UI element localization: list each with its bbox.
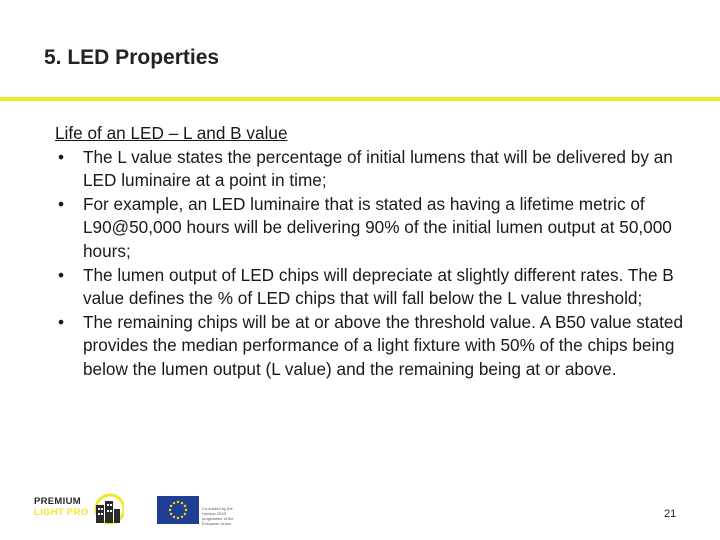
slide-body [55, 122, 695, 382]
eu-star-icon [170, 505, 172, 507]
eu-star-icon [170, 513, 172, 515]
bullet-list [55, 146, 695, 382]
bullet-text: The lumen output of LED chips will depreciate at slightly different rates. The B value defines the % of LED chips that will fall below the L value threshold; [83, 264, 674, 309]
title-divider [0, 97, 720, 101]
slide-title: 5. LED Properties [44, 46, 220, 69]
eu-star-icon [181, 502, 183, 504]
eu-star-icon [173, 516, 175, 518]
eu-star-icon [185, 509, 187, 511]
list-item [55, 146, 695, 193]
bullet-text: For example, an LED luminaire that is stated as having a lifetime metric of L90@50,000 hours will be delivering 90% of the initial lumen output at 50,000 hours; [83, 193, 672, 261]
eu-caption: Co-funded by the Horizon 2020 programme of the European Union [202, 506, 234, 526]
eu-star-icon [184, 513, 186, 515]
list-item [55, 264, 695, 311]
bullet-icon: • [58, 311, 65, 332]
eu-funding-logo [157, 496, 235, 526]
bullet-icon: • [58, 193, 65, 214]
building-icon [90, 491, 124, 525]
logo-line2: LIGHT PRO [34, 507, 89, 518]
logo-line1: PREMIUM [34, 496, 81, 507]
bullet-text: The L value states the percentage of initial lumens that will be delivered by an LED luminaire at a point in time; [83, 146, 673, 191]
eu-star-icon [177, 501, 179, 503]
list-item [55, 193, 695, 264]
bullet-icon: • [58, 264, 65, 285]
list-item [55, 311, 695, 382]
eu-star-icon [181, 516, 183, 518]
eu-star-icon [173, 502, 175, 504]
eu-star-icon [177, 517, 179, 519]
eu-star-icon [184, 505, 186, 507]
bullet-icon: • [58, 146, 65, 167]
page-number: 21 [664, 508, 677, 520]
bullet-text: The remaining chips will be at or above the threshold value. A B50 value stated provides the median performance of a light fixture with 50% of the chips being below the lumen output (L value) and the remaining being at or above. [83, 311, 684, 379]
eu-flag-icon [157, 496, 199, 524]
section-heading: Life of an LED – L and B value [55, 123, 288, 143]
premium-light-pro-logo [34, 491, 128, 527]
eu-star-icon [169, 509, 171, 511]
